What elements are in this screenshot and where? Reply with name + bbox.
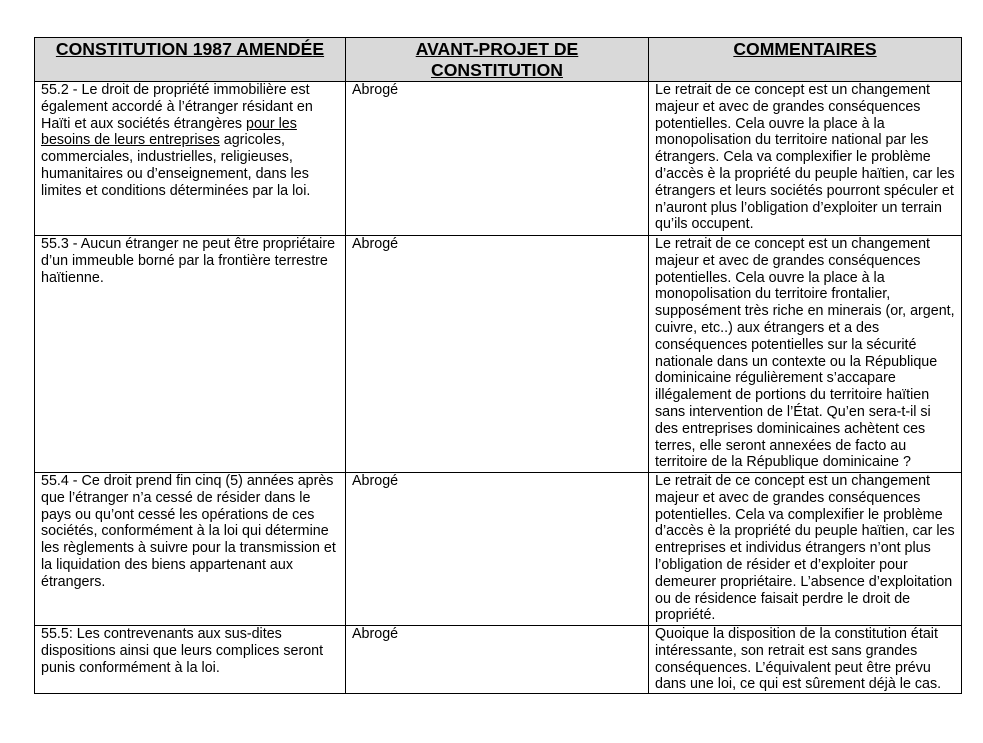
commentaire-text: Le retrait de ce concept est un changement majeur et avec de grandes conséquences potentielles. Cela ouvre la place à la monopolisation du territoire national par les étrangers. Cela va complexifier le problème d’accès è la propriété du peuple haïtien, car les étrangers et leurs sociétés pourront spéculer et n’auront plus l’obligation d’exploiter un terrain qu’ils occupent. (655, 82, 955, 233)
avant-projet-status: Abrogé (352, 82, 399, 98)
avant-projet-cell (346, 473, 649, 626)
avant-projet-status: Abrogé (352, 626, 399, 642)
commentaire-cell (649, 236, 962, 473)
article-55-5-cell (35, 626, 346, 694)
article-55-4-cell (35, 473, 346, 626)
commentaire-cell (649, 473, 962, 626)
article-55-2-underlined-text: pour les besoins de leurs entreprises (41, 115, 297, 149)
avant-projet-cell (346, 626, 649, 694)
commentaire-cell (649, 626, 962, 694)
article-55-2-text-end: agricoles, commerciales, industrielles, religieuses, humanitaires ou d’enseignement, dans les limites et conditions déterminées par la loi. (41, 132, 311, 199)
article-55-3-text: 55.3 - Aucun étranger ne peut être propriétaire d’un immeuble borné par la frontière terrestre haïtienne. (41, 236, 336, 286)
header-avant-projet: AVANT-PROJET DE CONSTITUTION (346, 38, 649, 82)
table-header-row (35, 38, 962, 82)
commentaire-cell (649, 82, 962, 236)
article-55-3-cell (35, 236, 346, 473)
comparison-table (34, 37, 962, 694)
article-55-4-text: 55.4 - Ce droit prend fin cinq (5) années après que l’étranger n’a cessé de résider dans le pays ou qu’ont cessé les opérations de ces sociétés, conformément à la loi qui détermine les règlements à suivre pour la transmission et la liquidation des biens appartenant aux étrangers. (41, 473, 336, 590)
commentaire-text: Quoique la disposition de la constitution était intéressante, son retrait est sans grandes conséquences. L’équivalent peut être prévu dans une loi, ce qui est sûrement déjà le cas. (655, 626, 942, 693)
commentaire-text: Le retrait de ce concept est un changement majeur et avec de grandes conséquences potentielles. Cela va complexifier le problème d’accès è la propriété du peuple haïtien, car les entreprises et individus étrangers n’ont plus l’obligation de résider et d’exploiter pour demeurer propriétaire. L’absence d’exploitation ou de résidence faisait perdre le droit de propriété. (655, 473, 955, 624)
avant-projet-status: Abrogé (352, 473, 399, 489)
header-constitution-1987: CONSTITUTION 1987 AMENDÉE (35, 38, 346, 82)
table-row (35, 473, 962, 626)
avant-projet-status: Abrogé (352, 236, 399, 252)
avant-projet-cell (346, 82, 649, 236)
article-55-2-text-start: 55.2 - Le droit de propriété immobilière est également accordé à l’étranger résidant en Haïti et aux sociétés étrangères (41, 82, 313, 132)
table-row (35, 236, 962, 473)
article-55-5-text: 55.5: Les contrevenants aux sus-dites dispositions ainsi que leurs complices seront punis conformément à la loi. (41, 626, 324, 676)
table-row (35, 626, 962, 694)
table-row (35, 82, 962, 236)
header-commentaires: COMMENTAIRES (649, 38, 962, 82)
commentaire-text: Le retrait de ce concept est un changement majeur et avec de grandes conséquences potentielles. Cela ouvre la place à la monopolisation du territoire frontalier, supposément très riche en minerais (or, argent, cuivre, etc..) aux étrangers et a des conséquences potentielles sur la sécurité nationale dans un contexte ou la République dominicaine régulièrement s’accapare illégalement de portions du territoire haïtien sans intervention de l’État. Qu’en sera-t-il si des entreprises dominicaines achètent ces terres, elle seront annexées de facto au territoire de la République dominicaine ? (655, 236, 955, 471)
avant-projet-cell (346, 236, 649, 473)
article-55-2-cell (35, 82, 346, 236)
